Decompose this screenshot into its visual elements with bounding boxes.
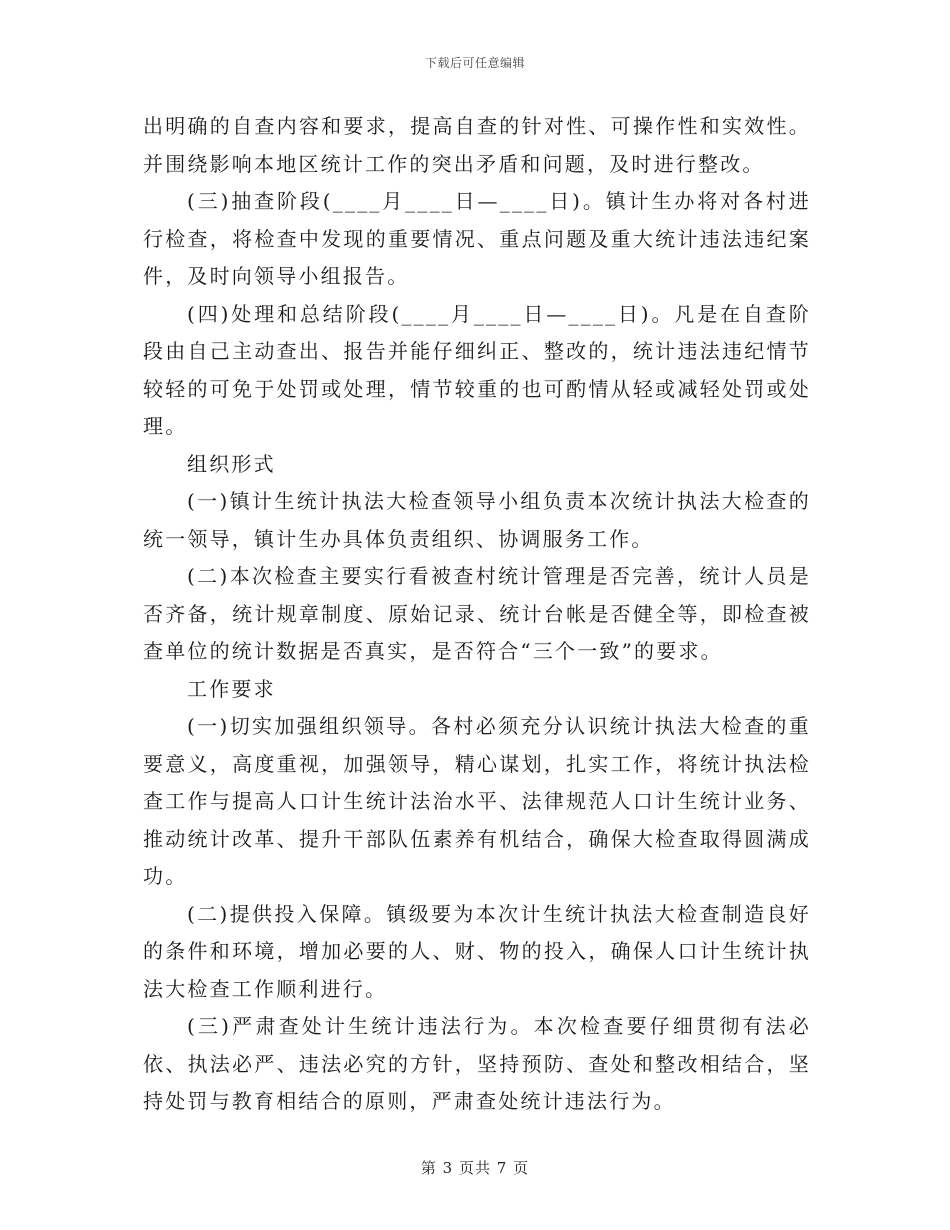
paragraph-inspection-content: (二)本次检查主要实行看被查村统计管理是否完善，统计人员是否齐备，统计规章制度、原始记录、统计台帐是否健全等，即检查被查单位的统计数据是否真实，是否符合“三个一致”的要求。 (143, 564, 811, 663)
paragraph-investment-guarantee: (二)提供投入保障。镇级要为本次计生统计执法大检查制造良好的条件和环境，增加必要的人、财、物的投入，确保人口计生统计执法大检查工作顺利进行。 (143, 901, 811, 1001)
paragraph-handling-summary-stage: (四)处理和总结阶段(____月____日—____日)。凡是在自查阶段由自己主动查出、报告并能仔细纠正、整改的，统计违法违纪情节较轻的可免于处罚或处理，情节较重的也可酌情从轻或减轻处罚或处理。 (143, 301, 811, 438)
paragraph-investigate-violations: (三)严肃查处计生统计违法行为。本次检查要仔细贯彻有法必依、执法必严、违法必究的方针，坚持预防、查处和整改相结合，坚持处罚与教育相结合的原则，严肃查处统计违法行为。 (143, 1014, 811, 1113)
page-number-footer: 第 3 页共 7 页 (420, 1159, 530, 1177)
paragraph-self-check-requirements: 出明确的自查内容和要求，提高自查的针对性、可操作性和实效性。并围绕影响本地区统计工作的突出矛盾和问题，及时进行整改。 (143, 114, 811, 176)
section-heading-organization-form: 组织形式 (187, 451, 276, 476)
section-heading-work-requirements: 工作要求 (187, 676, 276, 701)
document-body (143, 108, 811, 1121)
paragraph-organization-leadership: (一)镇计生统计执法大检查领导小组负责本次统计执法大检查的统一领导，镇计生办具体负责组织、协调服务工作。 (143, 489, 811, 551)
paragraph-spot-check-stage: (三)抽查阶段(____月____日—____日)。镇计生办将对各村进行检查，将检查中发现的重要情况、重点问题及重大统计违法违纪案件，及时向领导小组报告。 (143, 189, 811, 288)
page-header: 下载后可任意编辑 (424, 56, 525, 70)
paragraph-strengthen-leadership: (一)切实加强组织领导。各村必须充分认识统计执法大检查的重要意义，高度重视，加强领导，精心谋划，扎实工作，将统计执法检查工作与提高人口计生统计法治水平、法律规范人口计生统计业务、推动统计改革、提升干部队伍素养有机结合，确保大检查取得圆满成功。 (143, 714, 811, 888)
